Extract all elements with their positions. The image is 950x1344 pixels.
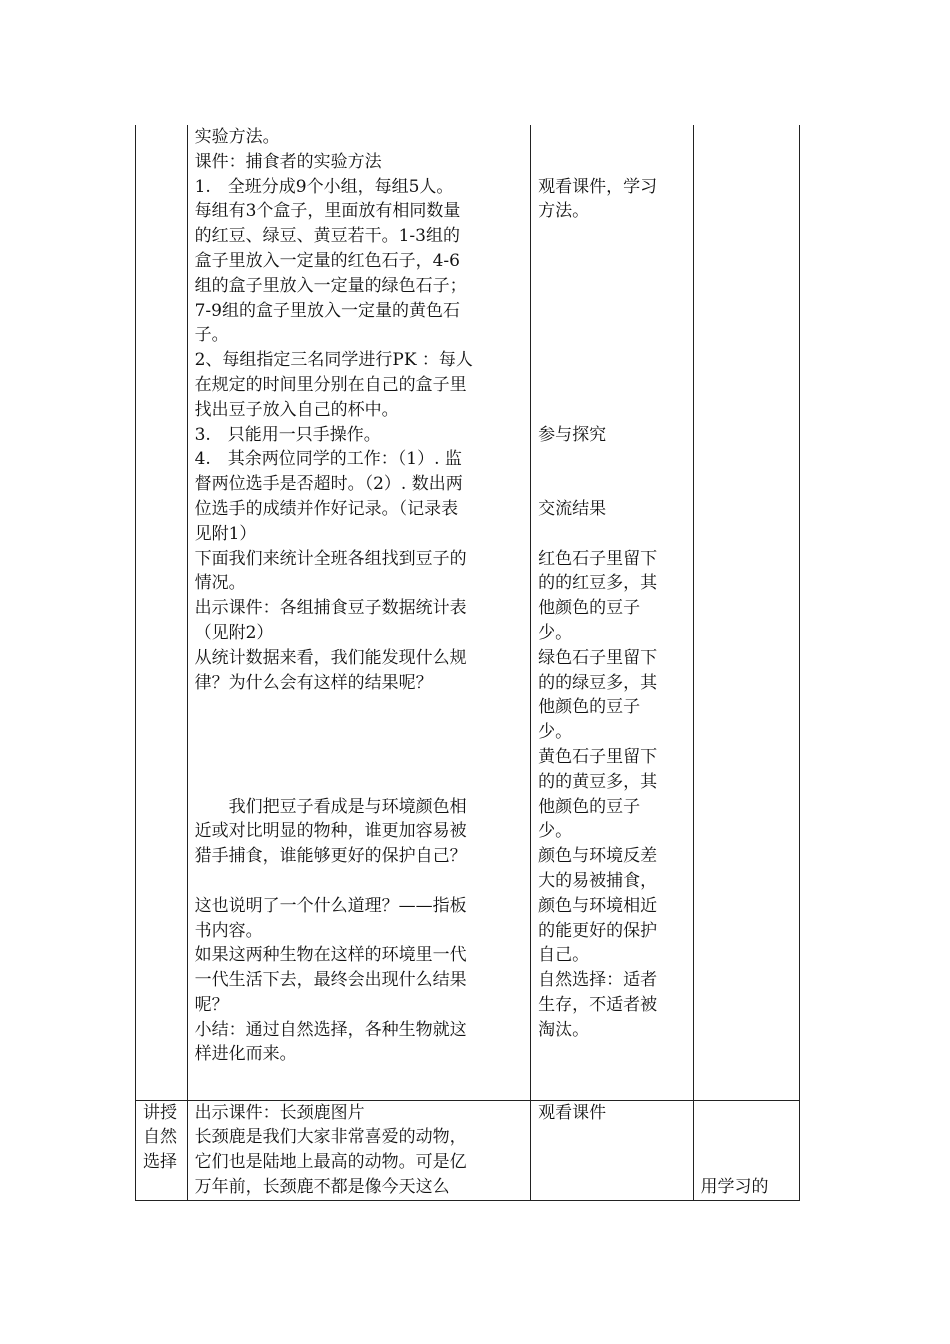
text-line: 自己。 — [538, 945, 590, 966]
text-line: 3. 只能用一只手操作。 — [194, 424, 381, 445]
teacher-activity-cell — [187, 125, 531, 1100]
text-line: 讲授 — [143, 1102, 177, 1123]
text-line: 1. 全班分成9个小组，每组5人。 — [194, 176, 454, 197]
text-line: 的能更好的保护 — [538, 920, 658, 941]
text-line: 淘汰。 — [538, 1019, 590, 1040]
text-line: 长颈鹿是我们大家非常喜爱的动物， — [194, 1127, 467, 1148]
text-line: 子。 — [194, 325, 229, 346]
text-line: 出示课件：长颈鹿图片 — [194, 1102, 365, 1123]
text-line: 选择 — [143, 1152, 177, 1173]
text-line: 生存，不适者被 — [538, 994, 658, 1015]
text-line: 颜色与环境相近 — [538, 895, 658, 916]
design-intent-cell — [693, 125, 799, 1100]
table-row — [136, 125, 800, 1100]
text-line: 用学习的 — [700, 1176, 769, 1197]
text-line: 少。 — [538, 722, 573, 743]
text-line: 近或对比明显的物种，谁更加容易被 — [194, 821, 467, 842]
blank-line — [538, 348, 685, 373]
blank-line — [195, 770, 524, 795]
text-line: 万年前，长颈鹿不都是像今天这么 — [194, 1176, 450, 1197]
text-line: 黄色石子里留下 — [538, 746, 658, 767]
blank-line — [195, 695, 524, 720]
text-line: 盒子里放入一定量的红色石子，4-6 — [194, 250, 460, 271]
text-line: 书内容。 — [194, 920, 263, 941]
blank-line — [538, 447, 685, 472]
text-line: 的的黄豆多，其 — [538, 771, 658, 792]
text-line: 2、每组指定三名同学进行PK ：每人 — [194, 350, 473, 371]
text-line: 找出豆子放入自己的杯中。 — [194, 399, 399, 420]
text-line: 实验方法。 — [194, 127, 280, 147]
lesson-plan-table — [135, 125, 800, 1201]
text-line: 绿色石子里留下 — [538, 647, 658, 668]
blank-line — [538, 274, 685, 299]
blank-line — [195, 745, 524, 770]
blank-line — [701, 1101, 792, 1126]
text-line: 律？为什么会有这样的结果呢？ — [194, 672, 433, 693]
text-line: 位选手的成绩并作好记录。（记录表 — [194, 498, 459, 519]
text-line: 课件：捕食者的实验方法 — [194, 151, 382, 172]
text-line: 这也说明了一个什么道理？——指板 — [194, 895, 467, 916]
blank-line — [538, 373, 685, 398]
text-line: 小结：通过自然选择，各种生物就这 — [194, 1019, 467, 1040]
text-line: 参与探究 — [538, 424, 607, 445]
text-line: 的红豆、绿豆、黄豆若干。1-3组的 — [194, 226, 460, 247]
student-activity-cell — [531, 1100, 693, 1200]
blank-line — [538, 472, 685, 497]
text-line: 他颜色的豆子 — [538, 598, 641, 619]
blank-line — [538, 323, 685, 348]
text-line: 我们把豆子看成是与环境颜色相 — [194, 796, 467, 817]
text-line: 自然选择：适者 — [538, 970, 658, 991]
text-line: 的的红豆多，其 — [538, 573, 658, 594]
teacher-activity-cell — [187, 1100, 531, 1200]
text-line: 方法。 — [538, 201, 590, 222]
text-line: 自然 — [143, 1127, 177, 1148]
text-line: 观看课件 — [538, 1102, 607, 1123]
blank-line — [538, 224, 685, 249]
text-line: 见附1） — [194, 523, 257, 544]
text-line: 交流结果 — [538, 498, 607, 519]
design-intent-cell — [693, 1100, 799, 1200]
text-line: 大的易被捕食， — [538, 870, 658, 891]
text-line: 样进化而来。 — [194, 1044, 297, 1065]
text-line: 少。 — [538, 821, 573, 842]
blank-line — [538, 398, 685, 423]
table-row — [136, 1100, 800, 1200]
text-line: 4. 其余两位同学的工作：（1）. 监 — [194, 449, 462, 470]
stage-cell — [136, 125, 188, 1100]
blank-line — [538, 522, 685, 547]
text-line: 在规定的时间里分别在自己的盒子里 — [194, 374, 467, 395]
text-line: 从统计数据来看，我们能发现什么规 — [194, 647, 467, 668]
stage-cell — [136, 1100, 188, 1200]
text-line: 红色石子里留下 — [538, 548, 658, 569]
text-line: 每组有3个盒子，里面放有相同数量 — [194, 201, 461, 222]
text-line: 7-9组的盒子里放入一定量的黄色石 — [194, 300, 460, 321]
text-line: 少。 — [538, 622, 573, 643]
text-line: 颜色与环境反差 — [538, 846, 658, 867]
text-line: 出示课件：各组捕食豆子数据统计表 — [194, 598, 467, 619]
text-line: 组的盒子里放入一定量的绿色石子； — [194, 275, 467, 296]
text-line: 情况。 — [194, 573, 246, 594]
text-line: 他颜色的豆子 — [538, 697, 641, 718]
blank-line — [538, 299, 685, 324]
blank-line — [538, 249, 685, 274]
text-line: 下面我们来统计全班各组找到豆子的 — [194, 548, 467, 569]
text-line: 他颜色的豆子 — [538, 796, 641, 817]
text-line: 呢？ — [194, 994, 229, 1015]
blank-line — [195, 869, 524, 894]
text-line: 它们也是陆地上最高的动物。可是亿 — [194, 1152, 467, 1173]
text-line: 猎手捕食，谁能够更好的保护自己？ — [194, 846, 467, 867]
student-activity-cell — [531, 125, 693, 1100]
blank-line — [701, 1150, 792, 1175]
text-line: 观看课件，学习 — [538, 176, 658, 197]
blank-line — [195, 720, 524, 745]
blank-line — [538, 150, 685, 175]
text-line: 的的绿豆多，其 — [538, 672, 658, 693]
text-line: 如果这两种生物在这样的环境里一代 — [194, 945, 467, 966]
text-line: （见附2） — [194, 622, 274, 643]
blank-line — [701, 1125, 792, 1150]
text-line: 督两位选手是否超时。（2）. 数出两 — [194, 474, 463, 495]
blank-line — [538, 125, 685, 150]
text-line: 一代生活下去，最终会出现什么结果 — [194, 970, 467, 991]
